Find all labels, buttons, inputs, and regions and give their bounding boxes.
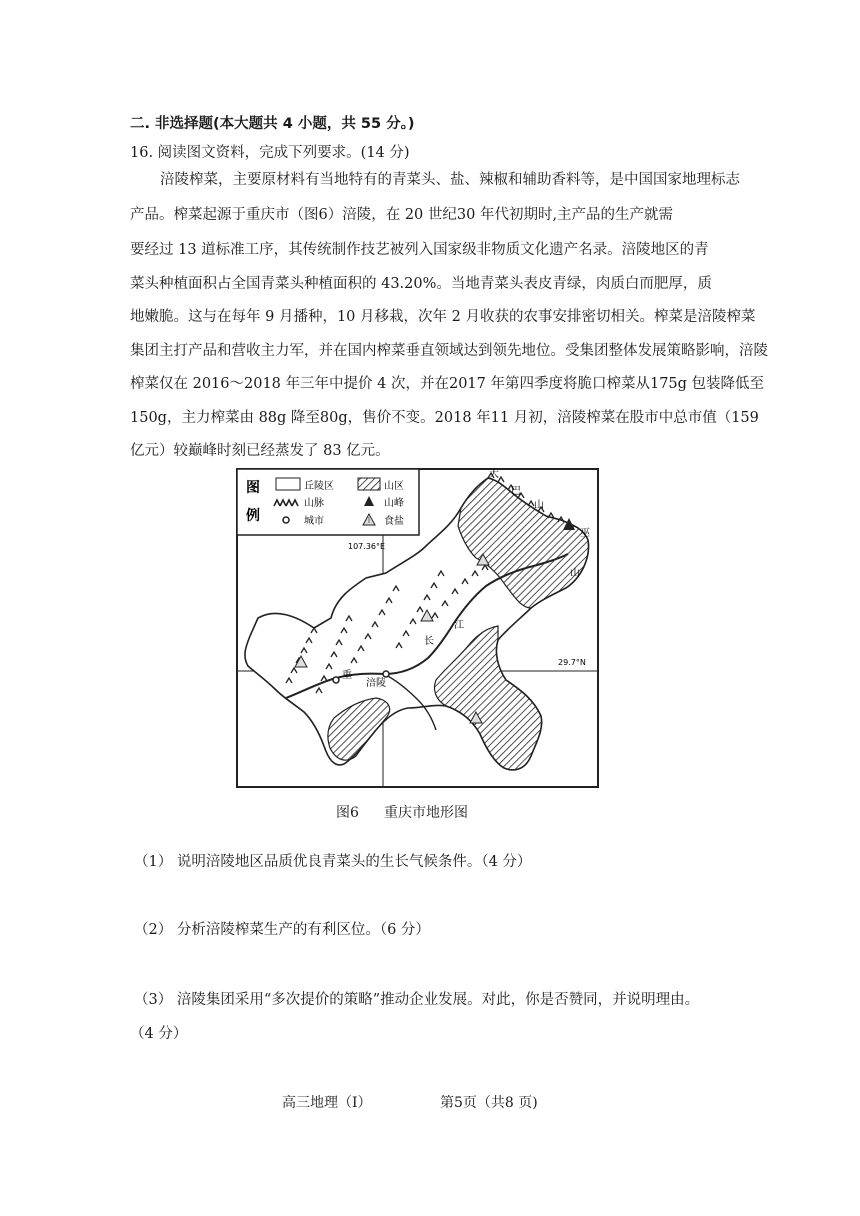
question-header: 16. 阅读图文资料，完成下列要求。(14 分)	[130, 145, 410, 161]
legend-title-char: 图	[246, 480, 260, 496]
paragraph-line: 要经过 13 道标准工序，其传统制作技艺被列入国家级非物质文化遗产名录。涪陵地区的青	[130, 242, 709, 258]
paragraph-line: 菜头种植面积占全国青菜头种植面积的 43.20%。当地青菜头表皮青绿，肉质白而肥厚，质	[130, 276, 712, 292]
legend-hills-label: 丘陵区	[304, 481, 334, 492]
map-label: 大	[489, 469, 499, 480]
legend-city-label: 城市	[304, 516, 324, 527]
map-label: 巴	[511, 486, 521, 497]
map-label: 山	[570, 568, 580, 579]
map-label: 山	[534, 500, 544, 511]
mountain-area-swatch	[358, 478, 380, 490]
paragraph-line: 榨菜仅在 2016～2018 年三年中提价 4 次，并在2017 年第四季度将脆口榨菜从175g 包装降低至	[130, 376, 765, 392]
city-label-chongqing: 重	[342, 670, 352, 681]
paragraph-line: 涪陵榨菜，主要原材料有当地特有的青菜头、盐、辣椒和辅助香料等，是中国国家地理标志	[160, 172, 740, 188]
paragraph-line: 集团主打产品和营收主力军，并在国内榨菜垂直领域达到领先地位。受集团整体发展策略影响，涪陵	[130, 343, 768, 359]
legend-salt-label: 食盐	[384, 516, 404, 527]
longitude-label: 107.36°E	[348, 542, 386, 551]
paragraph-line: 亿元）较巅峰时刻已经蒸发了 83 亿元。	[130, 443, 390, 459]
section-heading: 二. 非选择题(本大题共 4 小题，共 55 分。)	[130, 116, 415, 132]
legend-mountain-range-label: 山脉	[304, 498, 324, 509]
latitude-label: 29.7°N	[558, 658, 586, 667]
footer-subject: 高三地理（I）	[282, 1095, 372, 1111]
footer-page: 第5页（共8 页)	[440, 1095, 538, 1111]
chongqing-terrain-map	[236, 468, 599, 788]
legend-title-char: 例	[246, 508, 260, 524]
map-label: 巫	[580, 528, 590, 539]
sub-question: （2） 分析涪陵榨菜生产的有利区位。（6 分）	[134, 922, 430, 938]
paragraph-line: 150g，主力榨菜由 88g 降至80g，售价不变。2018 年11 月初，涪陵榨菜在股市中总市值（159	[130, 410, 759, 426]
legend-peak-label: 山峰	[384, 498, 404, 509]
hills-swatch	[276, 478, 300, 490]
city-icon-fuling	[383, 671, 389, 677]
paragraph-line: 地嫩脆。这与在每年 9 月播种，10 月移栽，次年 2 月收获的农事安排密切相关。榨菜是涪陵榨菜	[130, 309, 756, 325]
sub-question: （3） 涪陵集团采用“多次提价的策略”推动企业发展。对此，你是否赞同，并说明理由。	[134, 992, 700, 1008]
map-label: 江	[454, 620, 464, 631]
figure-title: 重庆市地形图	[384, 805, 468, 821]
city-icon-chongqing	[333, 677, 339, 683]
paragraph-line: 产品。榨菜起源于重庆市（图6）涪陵，在 20 世纪30 年代初期时,主产品的生产就需	[130, 207, 674, 223]
map-label: 长	[424, 636, 434, 647]
sub-question-continuation: （4 分）	[130, 1026, 188, 1042]
city-label-fuling: 涪陵	[366, 678, 386, 689]
sub-question: （1） 说明涪陵地区品质优良青菜头的生长气候条件。（4 分）	[134, 854, 532, 870]
map-legend	[237, 469, 419, 535]
city-icon	[283, 517, 289, 523]
figure-number: 图6	[336, 805, 359, 821]
legend-mountain-area-label: 山区	[384, 481, 404, 492]
